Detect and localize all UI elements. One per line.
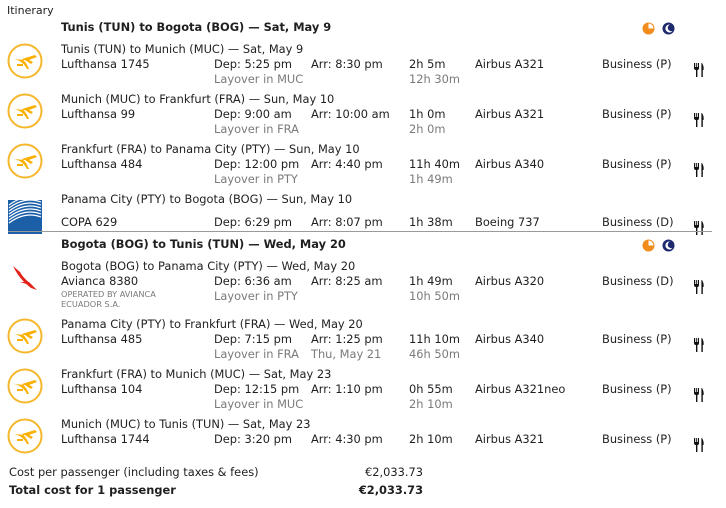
flight-number: Lufthansa 104 <box>61 382 143 396</box>
segment-route: Tunis (TUN) to Munich (MUC) — Sat, May 9 <box>61 42 304 56</box>
segment-route: Frankfurt (FRA) to Panama City (PTY) — Sun, May 10 <box>61 142 360 156</box>
aircraft-type: Airbus A321 <box>475 432 545 446</box>
flight-duration: 1h 49m <box>409 274 453 288</box>
aircraft-type: Airbus A321 <box>475 57 545 71</box>
flight-duration: 1h 0m <box>409 107 446 121</box>
flight-number: COPA 629 <box>61 215 118 229</box>
arrival-time: Arr: 8:30 pm <box>311 57 383 71</box>
aircraft-type: Boeing 737 <box>475 215 540 229</box>
cabin-class: Business (D) <box>602 215 674 229</box>
lufthansa-logo <box>7 318 43 354</box>
cost-per-passenger-value: €2,033.73 <box>365 465 423 479</box>
cabin-class: Business (P) <box>602 332 672 346</box>
flight-duration: 2h 5m <box>409 57 446 71</box>
fork-knife-icon <box>693 387 705 401</box>
layover-airport: Layover in FRA <box>214 122 299 136</box>
departure-time: Dep: 6:29 pm <box>214 215 292 229</box>
cabin-class: Business (P) <box>602 157 672 171</box>
journey-separator <box>8 231 712 232</box>
flight-number: Lufthansa 484 <box>61 157 143 171</box>
aircraft-type: Airbus A340 <box>475 157 545 171</box>
page-title: Itinerary <box>7 4 54 17</box>
lufthansa-logo <box>7 43 43 79</box>
departure-time: Dep: 5:25 pm <box>214 57 292 71</box>
segment-route: Frankfurt (FRA) to Munich (MUC) — Sat, May 23 <box>61 367 332 381</box>
moon-icon <box>662 237 675 250</box>
flight-number: Lufthansa 99 <box>61 107 136 121</box>
arrival-time: Arr: 10:00 am <box>311 107 390 121</box>
lufthansa-logo <box>7 368 43 404</box>
cabin-class: Business (P) <box>602 107 672 121</box>
fork-knife-icon <box>693 62 705 76</box>
flight-duration: 2h 10m <box>409 432 453 446</box>
layover-duration: 1h 49m <box>409 172 453 186</box>
flight-number: Avianca 8380 <box>61 274 139 288</box>
arrival-time: Arr: 8:25 am <box>311 274 383 288</box>
arrival-time: Arr: 4:40 pm <box>311 157 383 171</box>
layover-duration: 10h 50m <box>409 289 460 303</box>
departure-time: Dep: 12:00 pm <box>214 157 300 171</box>
arrival-time: Arr: 8:07 pm <box>311 215 383 229</box>
departure-time: Dep: 12:15 pm <box>214 382 300 396</box>
fork-knife-icon <box>693 337 705 351</box>
total-cost-value: €2,033.73 <box>358 483 423 497</box>
cabin-class: Business (P) <box>602 382 672 396</box>
departure-time: Dep: 3:20 pm <box>214 432 292 446</box>
layover-date: Thu, May 21 <box>311 347 382 361</box>
fork-knife-icon <box>693 437 705 451</box>
layover-airport: Layover in PTY <box>214 172 298 186</box>
departure-time: Dep: 6:36 am <box>214 274 292 288</box>
aircraft-type: Airbus A321 <box>475 107 545 121</box>
cabin-class: Business (D) <box>602 274 674 288</box>
layover-airport: Layover in FRA <box>214 347 299 361</box>
arrival-time: Arr: 4:30 pm <box>311 432 383 446</box>
flight-duration: 11h 40m <box>409 157 460 171</box>
flight-duration: 11h 10m <box>409 332 460 346</box>
layover-duration: 2h 0m <box>409 122 446 136</box>
layover-duration: 12h 30m <box>409 72 460 86</box>
moon-icon <box>662 20 675 33</box>
lufthansa-logo <box>7 418 43 454</box>
clock-icon <box>642 20 655 33</box>
lufthansa-logo <box>7 143 43 179</box>
layover-duration: 2h 10m <box>409 397 453 411</box>
fork-knife-icon <box>693 162 705 176</box>
flight-duration: 1h 38m <box>409 215 453 229</box>
departure-time: Dep: 7:15 pm <box>214 332 292 346</box>
aircraft-type: Airbus A340 <box>475 332 545 346</box>
fork-knife-icon <box>693 279 705 293</box>
segment-route: Munich (MUC) to Frankfurt (FRA) — Sun, May 10 <box>61 92 335 106</box>
cost-per-passenger-label: Cost per passenger (including taxes & fees) <box>9 465 259 479</box>
flight-number: Lufthansa 1744 <box>61 432 150 446</box>
clock-icon <box>642 237 655 250</box>
layover-airport: Layover in MUC <box>214 72 304 86</box>
journey-header: Tunis (TUN) to Bogota (BOG) — Sat, May 9 <box>61 20 332 34</box>
arrival-time: Arr: 1:25 pm <box>311 332 383 346</box>
segment-route: Panama City (PTY) to Frankfurt (FRA) — Wed, May 20 <box>61 317 363 331</box>
flight-duration: 0h 55m <box>409 382 453 396</box>
operated-by: OPERATED BY AVIANCA ECUADOR S.A. <box>61 289 156 309</box>
segment-route: Panama City (PTY) to Bogota (BOG) — Sun, May 10 <box>61 192 353 206</box>
departure-time: Dep: 9:00 am <box>214 107 292 121</box>
flight-number: Lufthansa 1745 <box>61 57 150 71</box>
lufthansa-logo <box>7 93 43 129</box>
avianca-logo <box>7 260 43 296</box>
layover-airport: Layover in MUC <box>214 397 304 411</box>
copa-logo <box>7 199 43 235</box>
segment-route: Munich (MUC) to Tunis (TUN) — Sat, May 23 <box>61 417 311 431</box>
layover-duration: 46h 50m <box>409 347 460 361</box>
layover-airport: Layover in PTY <box>214 289 298 303</box>
fork-knife-icon <box>693 112 705 126</box>
segment-route: Bogota (BOG) to Panama City (PTY) — Wed, May 20 <box>61 259 356 273</box>
aircraft-type: Airbus A321neo <box>475 382 566 396</box>
aircraft-type: Airbus A320 <box>475 274 545 288</box>
cabin-class: Business (P) <box>602 432 672 446</box>
cabin-class: Business (P) <box>602 57 672 71</box>
total-cost-label: Total cost for 1 passenger <box>9 483 176 497</box>
flight-number: Lufthansa 485 <box>61 332 143 346</box>
arrival-time: Arr: 1:10 pm <box>311 382 383 396</box>
journey-header: Bogota (BOG) to Tunis (TUN) — Wed, May 20 <box>61 237 346 251</box>
